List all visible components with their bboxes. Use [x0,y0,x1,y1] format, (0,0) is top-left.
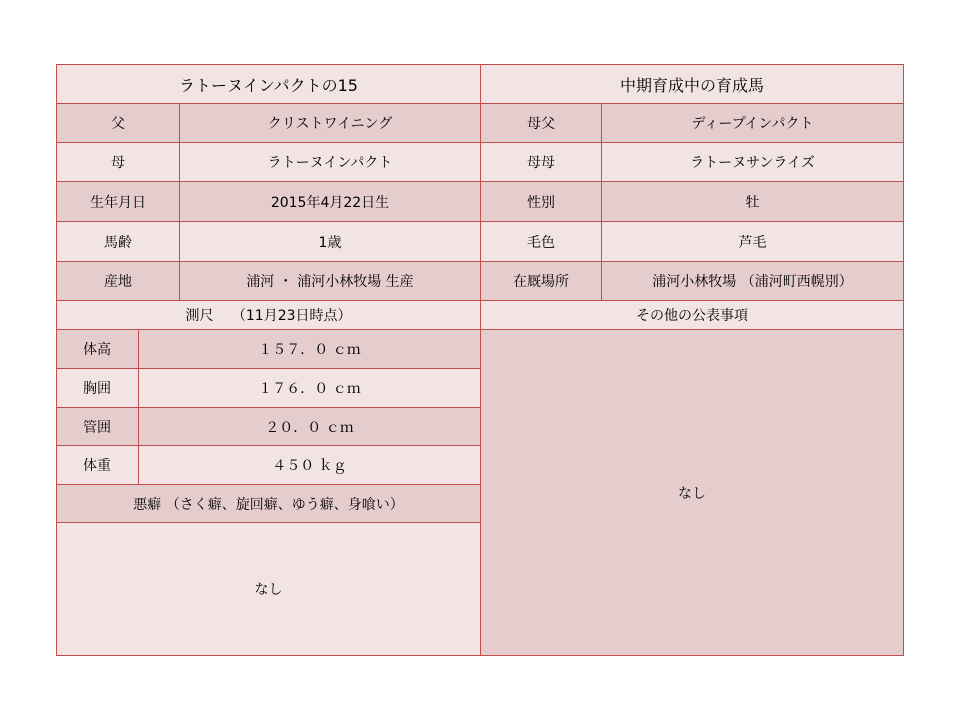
color-value: 芦毛 [602,222,903,262]
sex-value: 牡 [602,182,903,222]
chest-value: １７６．０ ｃｍ [139,369,481,408]
sire-label: 父 [57,104,180,143]
vices-value: なし [57,523,481,655]
age-value: 1歳 [180,222,481,262]
height-value: １５７．０ ｃｍ [139,330,481,369]
other-notices-title: その他の公表事項 [481,301,903,330]
horse-info-table [56,64,904,656]
category-header: 中期育成中の育成馬 [481,65,903,104]
damdam-value: ラトーヌサンライズ [602,143,903,182]
color-label: 毛色 [481,222,602,262]
sire-value: クリストワイニング [180,104,481,143]
age-label: 馬齢 [57,222,180,262]
weight-label: 体重 [57,446,139,485]
horse-name-header: ラトーヌインパクトの15 [57,65,481,104]
damsire-value: ディープインパクト [602,104,903,143]
measurements-title: 測尺 （11月23日時点） [57,301,481,330]
origin-label: 産地 [57,262,180,301]
stable-value: 浦河小林牧場 （浦河町西幌別） [602,262,903,301]
damsire-label: 母父 [481,104,602,143]
vices-title: 悪癖 （さく癖、旋回癖、ゆう癖、身喰い） [57,485,481,523]
dam-label: 母 [57,143,180,182]
stable-label: 在厩場所 [481,262,602,301]
dam-value: ラトーヌインパクト [180,143,481,182]
weight-value: ４５０ ｋｇ [139,446,481,485]
birthdate-value: 2015年4月22日生 [180,182,481,222]
chest-label: 胸囲 [57,369,139,408]
height-label: 体高 [57,330,139,369]
damdam-label: 母母 [481,143,602,182]
other-notices-value: なし [481,330,903,655]
sex-label: 性別 [481,182,602,222]
birthdate-label: 生年月日 [57,182,180,222]
origin-value: 浦河 ・ 浦河小林牧場 生産 [180,262,481,301]
cannon-value: ２０．０ ｃｍ [139,408,481,446]
cannon-label: 管囲 [57,408,139,446]
